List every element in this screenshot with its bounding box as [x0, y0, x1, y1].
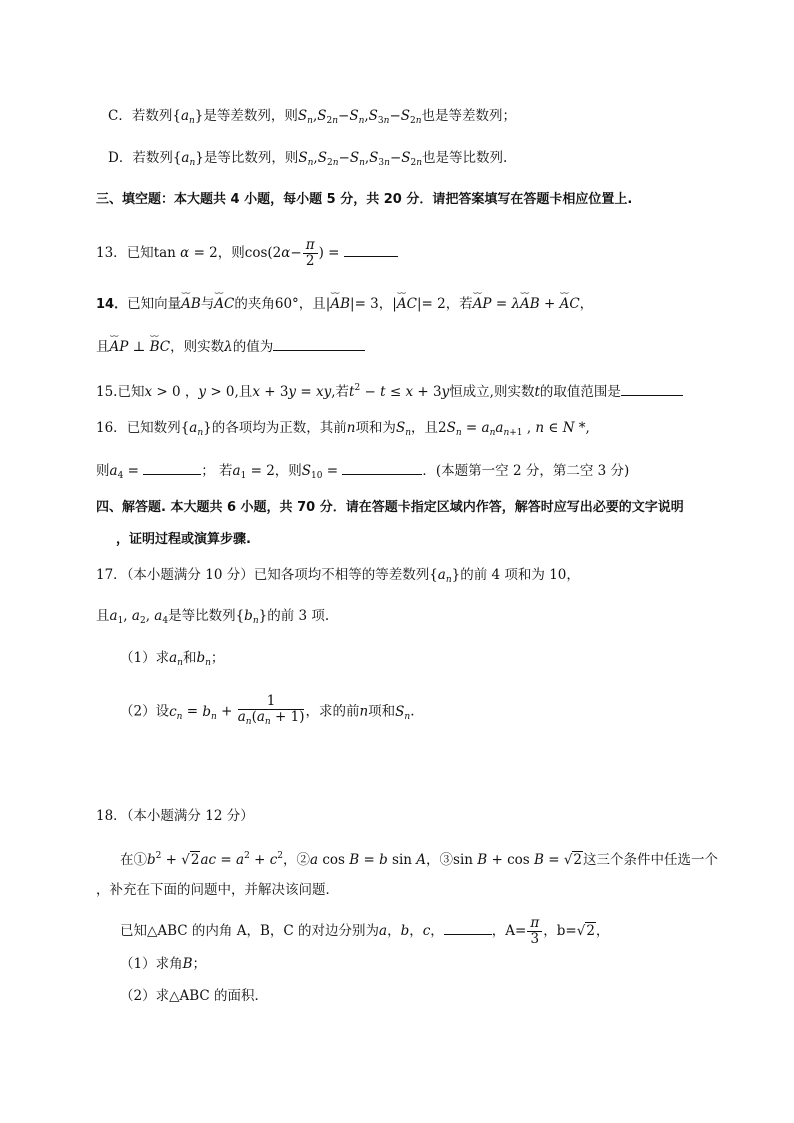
q15-text3: ,若: [331, 384, 350, 400]
q14-text4: ，且: [298, 296, 326, 312]
q17-fraction: $\frac{1}{a_n(a_n + 1)}$: [237, 693, 305, 727]
q16-text3: 项和为: [355, 420, 396, 436]
question-17: 17．（本小题满分 10 分）已知各项均不相等的等差数列$\{a_n\}$的前 4 项和为 10，: [96, 567, 580, 585]
q14-text5: ，: [378, 296, 393, 312]
choice-c-tail: 也是等差数列；: [421, 108, 517, 124]
q14-answer-blank[interactable]: [273, 336, 365, 351]
question-18: [96, 806, 254, 826]
q16-answer-blank-1[interactable]: [143, 460, 201, 475]
q15-number: 15.: [96, 384, 118, 400]
q13-text: 已知: [126, 245, 154, 261]
choice-c-label: C．若数列: [108, 108, 173, 124]
q17-text2: 的前 4 项和为 10，: [460, 567, 580, 583]
choice-c: C．若数列$\{a_n\}$是等差数列，则$S_n,S_{2n}-S_n,S_{3n}-S_{2n}$也是等差数列；: [108, 108, 517, 126]
q17-text1: 已知各项均不相等的等差数列: [253, 567, 430, 583]
q14-text6: ，若: [445, 296, 473, 312]
q17-score: （本小题满分 10 分）: [126, 567, 254, 583]
q18-line1a: 在①: [120, 852, 147, 868]
question-16-line2: 则$a_4$ = ； 若$a_1 = 2$，则$S_{10}$ = ．(本题第一空 2 分，第二空 3 分): [96, 460, 629, 486]
q14-line2c: 的值为: [232, 339, 274, 355]
q15-text5: 的取值范围是: [539, 384, 621, 400]
question-15: 15.已知x > 0 ，y > 0,且x + 3y = xy,若$t^2 - t \le x + 3y$恒成立,则实数t的取值范围是: [96, 378, 683, 402]
q16-line2d: ．(本题第一空 2 分，第二空 3 分): [422, 463, 630, 479]
q18-part2: （2）求△ABC 的面积．: [120, 988, 269, 1004]
q16-line2a: 则: [96, 463, 110, 479]
q13-number: 13．: [96, 245, 127, 261]
q17-line2a: 且: [96, 608, 110, 624]
q17-part2-mid2: 项和: [368, 703, 396, 720]
question-13: 13．已知tan α = 2，则cos(2α− $\frac{\pi}{2}$ ) =: [96, 238, 398, 269]
q17-part1-and: 和: [182, 650, 197, 666]
q14-number: 14．: [96, 297, 128, 312]
q18-number: 18．: [96, 808, 127, 824]
q16-text4: ，且: [410, 420, 438, 436]
q14-text2: 与: [200, 296, 215, 312]
q18-score: （本小题满分 12 分）: [126, 808, 254, 824]
q13-answer-blank[interactable]: [344, 242, 398, 257]
q18-line3d: ，b=: [543, 923, 577, 939]
q17-part2-mid: ，求的前: [305, 703, 360, 720]
q18-line1c: ，③: [426, 852, 454, 868]
section4-heading: 四、解答题. 本大题共 6 小题，共 70 分．请在答题卡指定区域内作答，解答时应写出必要的文字说明: [96, 500, 684, 515]
q17-part2-end: .: [410, 703, 415, 720]
q18-line3a: 已知△ABC 的内角 A，B，C 的对边分别为: [120, 923, 380, 939]
choice-d-tail: 也是等比数列.: [422, 150, 508, 166]
q13-fraction: $\frac{\pi}{2}$: [303, 238, 318, 269]
q16-answer-blank-2[interactable]: [342, 460, 422, 475]
q18-line1d: 这三个条件中任选一个: [583, 852, 719, 868]
q18-line2: ，补充在下面的问题中，并解决该问题．: [96, 882, 339, 898]
q18-part1-text: （1）求角: [120, 956, 183, 972]
q14-line2a: 且: [96, 339, 110, 355]
q18-line3c: ，A=: [491, 923, 527, 939]
q18-line1b: ，②: [283, 852, 310, 868]
q17-line2c: 的前 3 项.: [267, 608, 330, 624]
question-14-line2: 且⌣⌣ AP ⊥ ⌣⌣ BC，则实数λ的值为: [96, 336, 365, 357]
q17-part1: （1）求$a_n$和$b_n$；: [120, 650, 225, 668]
q15-text4: 恒成立,则实数: [449, 384, 535, 400]
q18-part1-end: ；: [192, 956, 207, 972]
q18-answer-blank[interactable]: [444, 920, 492, 935]
q18-part1: （1）求角B；: [120, 956, 207, 972]
q18-line3: 已知△ABC 的内角 A，B，C 的对边分别为a，b，c， ，A= $\frac{\pi}{3}$ ，b=√2，: [120, 915, 610, 947]
q14-line2b: ，则实数: [170, 339, 225, 355]
choice-d-label: D．若数列: [108, 150, 173, 166]
q17-line2b: 是等比数列: [168, 608, 236, 624]
choice-c-mid: 是等差数列，则: [203, 108, 298, 124]
q16-text2: 的各项均为正数，其前: [211, 420, 347, 436]
q17-part1-text: （1）求: [120, 650, 170, 666]
q16-text1: 已知数列: [126, 420, 181, 436]
q16-line2c: ，则: [274, 463, 302, 479]
q16-line2b: ； 若: [201, 463, 233, 479]
question-16: 16．已知数列$\{a_n\}$的各项均为正数，其前n项和为$S_n$，且$2S_n = a_na_{n+1}$ , n ∈ N *,: [96, 420, 590, 438]
q18-line1: 在$①b^2 + √2ac = a^2 + c^2$，②a cos B = b sin A，③sin B + cos B = √2这三个条件中任选一个: [120, 851, 719, 868]
question-17-line2: 且$a_1$, $a_2$, $a_4$是等比数列$\{b_n\}$的前 3 项.: [96, 608, 330, 626]
q17-part2: （2）设$c_n = b_n$ + $\frac{1}{a_n(a_n + 1)}$ ，求的前n项和$S_n$.: [120, 694, 415, 730]
q18-line3b: ，: [430, 923, 444, 939]
q14-text1: 已知向量: [127, 296, 182, 312]
q15-text1: 已知: [117, 384, 145, 400]
choice-d-mid: 是等比数列，则: [203, 150, 299, 166]
q16-number: 16．: [96, 420, 127, 436]
q18-fraction: $\frac{\pi}{3}$: [527, 916, 542, 947]
choice-d: D．若数列$\{a_n\}$是等比数列，则$S_n,S_{2n}-S_n,S_{3n}-S_{2n}$也是等比数列.: [108, 150, 508, 168]
q17-part1-end: ；: [210, 650, 225, 666]
q15-text2: ,且: [234, 384, 253, 400]
q15-answer-blank[interactable]: [621, 381, 683, 396]
q14-text3: 的夹角: [234, 296, 275, 312]
q14-text7: ，: [579, 296, 594, 312]
section3-heading: 三、填空题：本大题共 4 小题，每小题 5 分，共 20 分．请把答案填写在答题卡相应位置上.: [96, 192, 633, 207]
q17-part2-text: （2）设: [120, 703, 170, 720]
question-14: 14．已知向量⌣⌣ AB与⌣⌣ AC的夹角60°，且|⌣⌣ AB|= 3，|⌣⌣ AC|= 2，若⌣⌣ AP = λ⌣⌣ AB + ⌣⌣ AC，: [96, 294, 593, 315]
section4-heading-cont: ，证明过程或演算步骤.: [116, 532, 251, 547]
q17-number: 17．: [96, 567, 127, 583]
q13-text2: ，则: [217, 245, 245, 261]
